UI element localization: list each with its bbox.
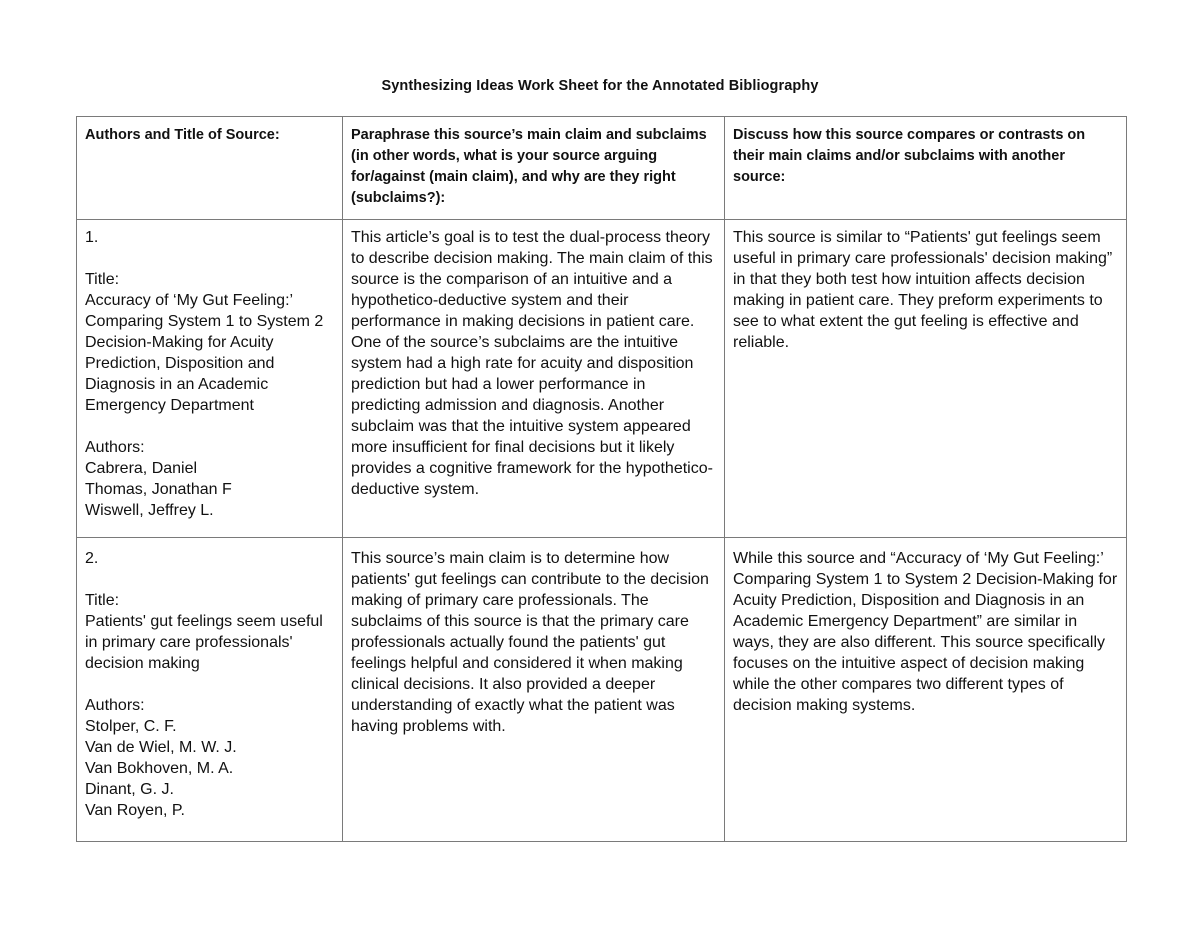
table-row [77,220,1127,538]
header-authors-title: Authors and Title of Source: [77,117,343,220]
source-title: Accuracy of ‘My Gut Feeling:’ Comparing System 1 to System 2 Decision-Making for Acuity Prediction, Disposition and Diagnosis in an Academic Emergency Department [85,292,324,414]
authors-label: Authors: [85,439,145,456]
source-number: 1. [85,229,99,246]
paraphrase-cell: This article’s goal is to test the dual-process theory to describe decision making. The main claim of this source is the comparison of an intuitive and a hypothetico-deductive system and their performance in making decisions in patient care. One of the source’s subclaims are the intuitive system had a high rate for acuity and disposition prediction but had a lower performance in predicting admission and diagnosis. Another subclaim was that the intuitive system appeared more insufficient for final decisions but it likely provides a cognitive framework for the hypothetico-deductive system. [343,220,725,538]
comparison-cell: This source is similar to “Patients' gut feelings seem useful in primary care professionals' decision making” in that they both test how intuition affects decision making in patient care. They preform experiments to see to what extent the gut feeling is effective and reliable. [725,220,1127,538]
table-row [77,538,1127,842]
title-label: Title: [85,271,120,288]
authors-label: Authors: [85,697,145,714]
header-paraphrase: Paraphrase this source’s main claim and subclaims (in other words, what is your source arguing for/against (main claim), and why are they right (subclaims?): [343,117,725,220]
bibliography-worksheet-table [76,116,1127,842]
page-title: Synthesizing Ideas Work Sheet for the Annotated Bibliography [381,78,819,94]
source-authors: Stolper, C. F. Van de Wiel, M. W. J. Van Bokhoven, M. A. Dinant, G. J. Van Royen, P. [85,718,237,819]
comparison-cell: While this source and “Accuracy of ‘My Gut Feeling:’ Comparing System 1 to System 2 Decision-Making for Acuity Prediction, Disposition and Diagnosis in an Academic Emergency Department” are similar in ways, they are also different. This source specifically focuses on the intuitive aspect of decision making while the other compares two different types of decision making systems. [725,538,1127,842]
source-title: Patients' gut feelings seem useful in primary care professionals' decision making [85,613,323,672]
header-compare-contrast: Discuss how this source compares or contrasts on their main claims and/or subclaims with another source: [725,117,1127,220]
source-info-cell [77,220,343,538]
table-header-row [77,117,1127,220]
title-label: Title: [85,592,120,609]
source-authors: Cabrera, Daniel Thomas, Jonathan F Wiswell, Jeffrey L. [85,460,232,519]
source-number: 2. [85,550,99,567]
source-info-cell [77,538,343,842]
paraphrase-cell: This source’s main claim is to determine how patients' gut feelings can contribute to the decision making of primary care professionals. The subclaims of this source is that the primary care professionals actually found the patients' gut feelings helpful and considered it when making clinical decisions. It also provided a deeper understanding of exactly what the patient was having problems with. [343,538,725,842]
